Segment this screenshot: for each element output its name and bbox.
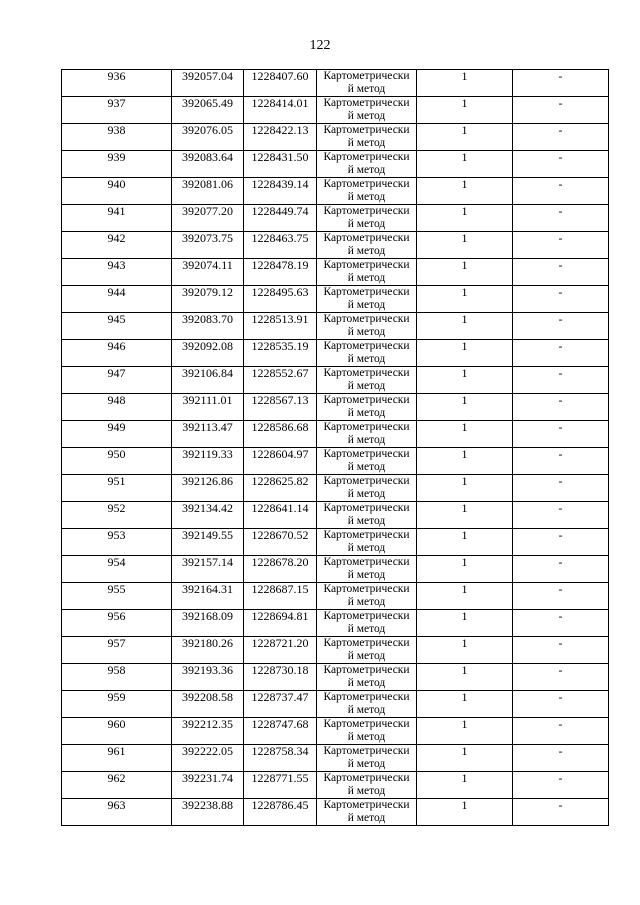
- table-row: [62, 475, 609, 502]
- point-number-cell: 940: [62, 178, 172, 205]
- accuracy-cell: 1: [417, 286, 513, 313]
- y-coordinate-cell: 1228737.47: [244, 691, 317, 718]
- x-coordinate-cell: 392208.58: [172, 691, 244, 718]
- method-line-1: Картометрически: [323, 691, 410, 703]
- method-line-2: й метод: [347, 704, 386, 716]
- y-coordinate-cell: 1228535.19: [244, 340, 317, 367]
- method-line-1: Картометрически: [323, 313, 410, 325]
- method-line-2: й метод: [347, 299, 386, 311]
- method-cell: [317, 205, 417, 232]
- description-cell: -: [513, 799, 609, 826]
- method-line-2: й метод: [347, 515, 386, 527]
- method-line-1: Картометрически: [323, 286, 410, 298]
- x-coordinate-cell: 392074.11: [172, 259, 244, 286]
- method-line-2: й метод: [347, 218, 386, 230]
- method-line-2: й метод: [347, 245, 386, 257]
- y-coordinate-cell: 1228721.20: [244, 637, 317, 664]
- y-coordinate-cell: 1228625.82: [244, 475, 317, 502]
- table-row: [62, 421, 609, 448]
- accuracy-cell: 1: [417, 610, 513, 637]
- point-number-cell: 946: [62, 340, 172, 367]
- description-cell: -: [513, 745, 609, 772]
- method-line-2: й метод: [347, 353, 386, 365]
- point-number-cell: 938: [62, 124, 172, 151]
- x-coordinate-cell: 392076.05: [172, 124, 244, 151]
- method-line-1: Картометрически: [323, 610, 410, 622]
- y-coordinate-cell: 1228567.13: [244, 394, 317, 421]
- x-coordinate-cell: 392077.20: [172, 205, 244, 232]
- description-cell: -: [513, 70, 609, 97]
- point-number-cell: 947: [62, 367, 172, 394]
- y-coordinate-cell: 1228687.15: [244, 583, 317, 610]
- method-line-2: й метод: [347, 677, 386, 689]
- method-line-2: й метод: [347, 83, 386, 95]
- description-cell: -: [513, 691, 609, 718]
- table-row: [62, 232, 609, 259]
- method-line-1: Картометрически: [323, 421, 410, 433]
- x-coordinate-cell: 392149.55: [172, 529, 244, 556]
- y-coordinate-cell: 1228641.14: [244, 502, 317, 529]
- accuracy-cell: 1: [417, 421, 513, 448]
- x-coordinate-cell: 392157.14: [172, 556, 244, 583]
- point-number-cell: 948: [62, 394, 172, 421]
- method-cell: [317, 664, 417, 691]
- accuracy-cell: 1: [417, 97, 513, 124]
- accuracy-cell: 1: [417, 583, 513, 610]
- method-cell: [317, 718, 417, 745]
- method-line-1: Картометрически: [323, 394, 410, 406]
- method-cell: [317, 124, 417, 151]
- method-cell: [317, 475, 417, 502]
- method-cell: [317, 286, 417, 313]
- table-row: [62, 151, 609, 178]
- method-cell: [317, 97, 417, 124]
- x-coordinate-cell: 392111.01: [172, 394, 244, 421]
- table-row: [62, 286, 609, 313]
- method-line-1: Картометрически: [323, 556, 410, 568]
- description-cell: -: [513, 583, 609, 610]
- y-coordinate-cell: 1228414.01: [244, 97, 317, 124]
- method-line-1: Картометрически: [323, 151, 410, 163]
- x-coordinate-cell: 392119.33: [172, 448, 244, 475]
- point-number-cell: 936: [62, 70, 172, 97]
- table-row: [62, 124, 609, 151]
- x-coordinate-cell: 392126.86: [172, 475, 244, 502]
- x-coordinate-cell: 392113.47: [172, 421, 244, 448]
- method-cell: [317, 259, 417, 286]
- x-coordinate-cell: 392238.88: [172, 799, 244, 826]
- table-row: [62, 97, 609, 124]
- table-row: [62, 394, 609, 421]
- method-line-2: й метод: [347, 623, 386, 635]
- method-cell: [317, 529, 417, 556]
- y-coordinate-cell: 1228670.52: [244, 529, 317, 556]
- point-number-cell: 955: [62, 583, 172, 610]
- y-coordinate-cell: 1228730.18: [244, 664, 317, 691]
- point-number-cell: 950: [62, 448, 172, 475]
- table-row: [62, 745, 609, 772]
- method-cell: [317, 556, 417, 583]
- method-cell: [317, 799, 417, 826]
- method-line-2: й метод: [347, 758, 386, 770]
- description-cell: -: [513, 97, 609, 124]
- method-cell: [317, 394, 417, 421]
- point-number-cell: 959: [62, 691, 172, 718]
- x-coordinate-cell: 392134.42: [172, 502, 244, 529]
- point-number-cell: 943: [62, 259, 172, 286]
- method-cell: [317, 232, 417, 259]
- description-cell: -: [513, 556, 609, 583]
- table-row: [62, 664, 609, 691]
- method-line-1: Картометрически: [323, 772, 410, 784]
- method-line-2: й метод: [347, 191, 386, 203]
- method-line-1: Картометрически: [323, 70, 410, 82]
- description-cell: -: [513, 448, 609, 475]
- method-line-1: Картометрически: [323, 718, 410, 730]
- method-line-2: й метод: [347, 380, 386, 392]
- x-coordinate-cell: 392057.04: [172, 70, 244, 97]
- x-coordinate-cell: 392081.06: [172, 178, 244, 205]
- description-cell: -: [513, 286, 609, 313]
- description-cell: -: [513, 367, 609, 394]
- x-coordinate-cell: 392212.35: [172, 718, 244, 745]
- method-cell: [317, 421, 417, 448]
- point-number-cell: 956: [62, 610, 172, 637]
- y-coordinate-cell: 1228513.91: [244, 313, 317, 340]
- x-coordinate-cell: 392193.36: [172, 664, 244, 691]
- accuracy-cell: 1: [417, 691, 513, 718]
- table-row: [62, 556, 609, 583]
- method-cell: [317, 367, 417, 394]
- point-number-cell: 949: [62, 421, 172, 448]
- method-line-2: й метод: [347, 434, 386, 446]
- y-coordinate-cell: 1228439.14: [244, 178, 317, 205]
- table-row: [62, 205, 609, 232]
- method-line-2: й метод: [347, 272, 386, 284]
- y-coordinate-cell: 1228422.13: [244, 124, 317, 151]
- y-coordinate-cell: 1228758.34: [244, 745, 317, 772]
- accuracy-cell: 1: [417, 151, 513, 178]
- method-cell: [317, 151, 417, 178]
- x-coordinate-cell: 392222.05: [172, 745, 244, 772]
- description-cell: -: [513, 259, 609, 286]
- table-row: [62, 340, 609, 367]
- x-coordinate-cell: 392092.08: [172, 340, 244, 367]
- table-row: [62, 691, 609, 718]
- accuracy-cell: 1: [417, 475, 513, 502]
- table-row: [62, 178, 609, 205]
- description-cell: -: [513, 178, 609, 205]
- table-row: [62, 772, 609, 799]
- point-number-cell: 952: [62, 502, 172, 529]
- description-cell: -: [513, 475, 609, 502]
- description-cell: -: [513, 340, 609, 367]
- accuracy-cell: 1: [417, 124, 513, 151]
- accuracy-cell: 1: [417, 772, 513, 799]
- method-cell: [317, 610, 417, 637]
- method-line-2: й метод: [347, 785, 386, 797]
- y-coordinate-cell: 1228586.68: [244, 421, 317, 448]
- method-line-2: й метод: [347, 164, 386, 176]
- point-number-cell: 951: [62, 475, 172, 502]
- method-line-1: Картометрически: [323, 637, 410, 649]
- method-line-1: Картометрически: [323, 367, 410, 379]
- y-coordinate-cell: 1228786.45: [244, 799, 317, 826]
- method-line-1: Картометрически: [323, 745, 410, 757]
- method-line-1: Картометрически: [323, 475, 410, 487]
- description-cell: -: [513, 637, 609, 664]
- method-cell: [317, 772, 417, 799]
- table-row: [62, 718, 609, 745]
- accuracy-cell: 1: [417, 394, 513, 421]
- accuracy-cell: 1: [417, 637, 513, 664]
- method-line-2: й метод: [347, 731, 386, 743]
- accuracy-cell: 1: [417, 448, 513, 475]
- method-line-2: й метод: [347, 461, 386, 473]
- accuracy-cell: 1: [417, 799, 513, 826]
- accuracy-cell: 1: [417, 313, 513, 340]
- point-number-cell: 953: [62, 529, 172, 556]
- method-line-2: й метод: [347, 407, 386, 419]
- point-number-cell: 944: [62, 286, 172, 313]
- accuracy-cell: 1: [417, 745, 513, 772]
- x-coordinate-cell: 392073.75: [172, 232, 244, 259]
- x-coordinate-cell: 392231.74: [172, 772, 244, 799]
- table-body: [62, 70, 609, 826]
- description-cell: -: [513, 718, 609, 745]
- accuracy-cell: 1: [417, 664, 513, 691]
- method-cell: [317, 178, 417, 205]
- description-cell: -: [513, 529, 609, 556]
- table-row: [62, 70, 609, 97]
- method-line-1: Картометрически: [323, 232, 410, 244]
- table-row: [62, 799, 609, 826]
- x-coordinate-cell: 392083.64: [172, 151, 244, 178]
- x-coordinate-cell: 392180.26: [172, 637, 244, 664]
- method-line-2: й метод: [347, 812, 386, 824]
- description-cell: -: [513, 232, 609, 259]
- method-cell: [317, 583, 417, 610]
- method-line-1: Картометрически: [323, 583, 410, 595]
- y-coordinate-cell: 1228678.20: [244, 556, 317, 583]
- table-row: [62, 259, 609, 286]
- point-number-cell: 961: [62, 745, 172, 772]
- description-cell: -: [513, 313, 609, 340]
- x-coordinate-cell: 392083.70: [172, 313, 244, 340]
- method-cell: [317, 313, 417, 340]
- method-line-2: й метод: [347, 326, 386, 338]
- accuracy-cell: 1: [417, 718, 513, 745]
- point-number-cell: 960: [62, 718, 172, 745]
- table-row: [62, 367, 609, 394]
- table-row: [62, 610, 609, 637]
- method-line-2: й метод: [347, 110, 386, 122]
- description-cell: -: [513, 664, 609, 691]
- method-line-2: й метод: [347, 596, 386, 608]
- accuracy-cell: 1: [417, 70, 513, 97]
- method-line-2: й метод: [347, 569, 386, 581]
- method-cell: [317, 502, 417, 529]
- point-number-cell: 945: [62, 313, 172, 340]
- accuracy-cell: 1: [417, 367, 513, 394]
- method-cell: [317, 637, 417, 664]
- description-cell: -: [513, 151, 609, 178]
- point-number-cell: 937: [62, 97, 172, 124]
- y-coordinate-cell: 1228431.50: [244, 151, 317, 178]
- method-line-2: й метод: [347, 137, 386, 149]
- description-cell: -: [513, 394, 609, 421]
- point-number-cell: 954: [62, 556, 172, 583]
- method-line-1: Картометрически: [323, 259, 410, 271]
- method-line-1: Картометрически: [323, 799, 410, 811]
- method-line-1: Картометрически: [323, 448, 410, 460]
- y-coordinate-cell: 1228604.97: [244, 448, 317, 475]
- method-line-1: Картометрически: [323, 205, 410, 217]
- point-number-cell: 939: [62, 151, 172, 178]
- table-row: [62, 583, 609, 610]
- method-cell: [317, 448, 417, 475]
- description-cell: -: [513, 610, 609, 637]
- description-cell: -: [513, 205, 609, 232]
- table-row: [62, 502, 609, 529]
- page-number: 122: [309, 38, 331, 53]
- description-cell: -: [513, 502, 609, 529]
- y-coordinate-cell: 1228771.55: [244, 772, 317, 799]
- table-row: [62, 637, 609, 664]
- accuracy-cell: 1: [417, 502, 513, 529]
- method-line-1: Картометрически: [323, 124, 410, 136]
- y-coordinate-cell: 1228407.60: [244, 70, 317, 97]
- coordinates-table: [61, 69, 609, 826]
- accuracy-cell: 1: [417, 259, 513, 286]
- x-coordinate-cell: 392079.12: [172, 286, 244, 313]
- point-number-cell: 942: [62, 232, 172, 259]
- method-line-2: й метод: [347, 542, 386, 554]
- method-cell: [317, 691, 417, 718]
- description-cell: -: [513, 421, 609, 448]
- method-line-1: Картометрически: [323, 178, 410, 190]
- table-row: [62, 529, 609, 556]
- method-line-1: Картометрически: [323, 502, 410, 514]
- method-cell: [317, 745, 417, 772]
- method-cell: [317, 70, 417, 97]
- y-coordinate-cell: 1228694.81: [244, 610, 317, 637]
- accuracy-cell: 1: [417, 340, 513, 367]
- table-row: [62, 313, 609, 340]
- x-coordinate-cell: 392164.31: [172, 583, 244, 610]
- y-coordinate-cell: 1228478.19: [244, 259, 317, 286]
- point-number-cell: 957: [62, 637, 172, 664]
- point-number-cell: 962: [62, 772, 172, 799]
- method-line-1: Картометрически: [323, 97, 410, 109]
- method-line-1: Картометрически: [323, 664, 410, 676]
- method-line-2: й метод: [347, 650, 386, 662]
- y-coordinate-cell: 1228463.75: [244, 232, 317, 259]
- y-coordinate-cell: 1228495.63: [244, 286, 317, 313]
- method-cell: [317, 340, 417, 367]
- y-coordinate-cell: 1228449.74: [244, 205, 317, 232]
- accuracy-cell: 1: [417, 556, 513, 583]
- table-row: [62, 448, 609, 475]
- accuracy-cell: 1: [417, 205, 513, 232]
- x-coordinate-cell: 392106.84: [172, 367, 244, 394]
- point-number-cell: 958: [62, 664, 172, 691]
- accuracy-cell: 1: [417, 529, 513, 556]
- method-line-1: Картометрически: [323, 340, 410, 352]
- y-coordinate-cell: 1228747.68: [244, 718, 317, 745]
- method-line-1: Картометрически: [323, 529, 410, 541]
- accuracy-cell: 1: [417, 178, 513, 205]
- x-coordinate-cell: 392065.49: [172, 97, 244, 124]
- description-cell: -: [513, 772, 609, 799]
- x-coordinate-cell: 392168.09: [172, 610, 244, 637]
- point-number-cell: 941: [62, 205, 172, 232]
- accuracy-cell: 1: [417, 232, 513, 259]
- method-line-2: й метод: [347, 488, 386, 500]
- point-number-cell: 963: [62, 799, 172, 826]
- y-coordinate-cell: 1228552.67: [244, 367, 317, 394]
- description-cell: -: [513, 124, 609, 151]
